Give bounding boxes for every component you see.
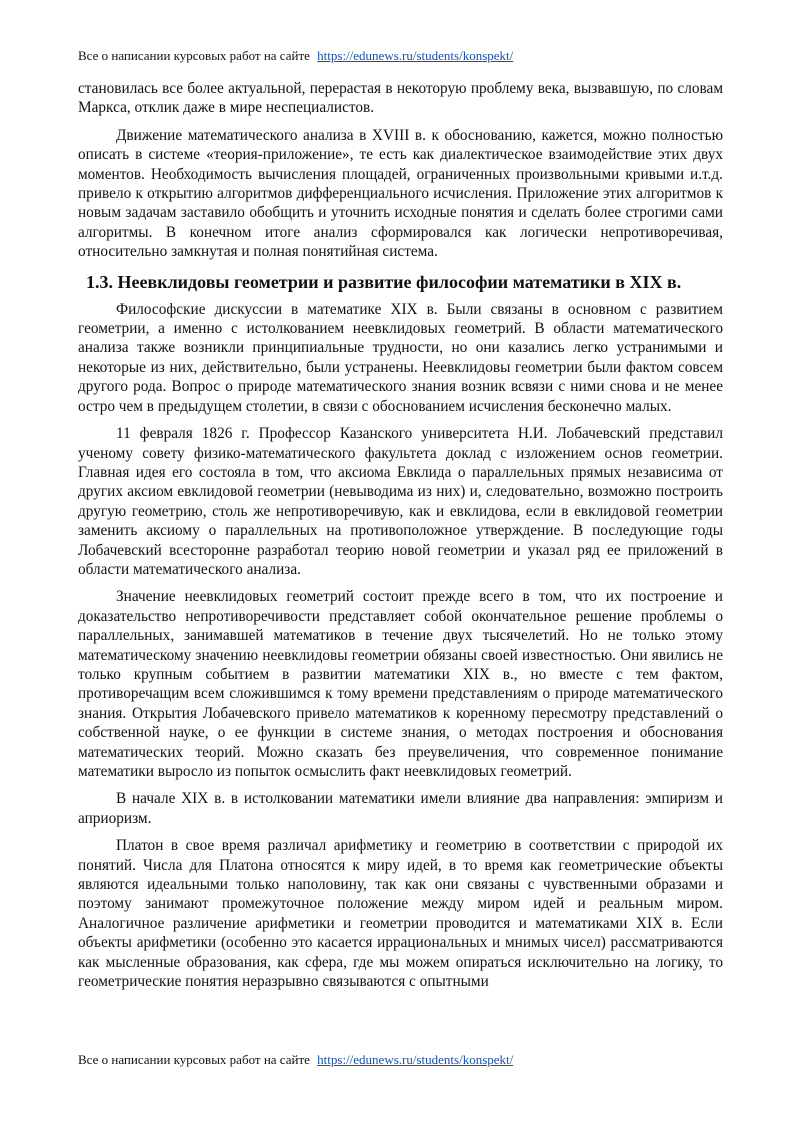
paragraph: 11 февраля 1826 г. Профессор Казанского университета Н.И. Лобачевский представил ученому совету физико-математического факультета доклад с изложением основ геометрии. Главная идея его состояла в том, что аксиома Евклида о параллельных прямых независима от других аксиом евклидовой геометрии (невыводима из них) и, следовательно, возможно построить другую геометрию, столь же непротиворечивую, как и евклидова, если в евклидовой геометрии заменить аксиому о параллельных на противоположное утверждение. В последующие годы Лобачевский всесторонне разработал теорию новой геометрии и указал ряд ее приложений в области математического анализа.: [78, 425, 723, 578]
footer-link[interactable]: https://edunews.ru/students/konspekt/: [317, 1052, 514, 1067]
section-heading: 1.3. Неевклидовы геометрии и развитие философии математики в XIX в.: [86, 271, 682, 292]
page-footer: [78, 1052, 728, 1068]
header-text: Все о написании курсовых работ на сайте: [78, 48, 310, 63]
paragraph: Значение неевклидовых геометрий состоит прежде всего в том, что их построение и доказательство непротиворечивости представляет собой окончательное решение проблемы о параллельных, занимавшей математиков в течение двух тысячелетий. Но не только этому математическому значению неевклидовы геометрии обязаны своей известностью. Они явились не только крупным событием в развитии математики XIX в., но вместе с тем фактом, противоречащим всем сложившимся к тому времени представлениям о природе математического знания. Открытия Лобачевского привело математиков к коренному пересмотру представлений о собственной науке, о ее функции в системе знания, о методах построения и обоснования математических теорий. Можно сказать без преувеличения, что современное понимание математики выросло из попыток осмыслить факт неевклидовых геометрий.: [78, 588, 723, 780]
paragraph: Философские дискуссии в математике XIX в. Были связаны в основном с развитием геометрии, а именно с истолкованием неевклидовых геометрий. В области математического анализа также возникли принципиальные трудности, но они казались легко устранимыми и некоторые из них, действительно, были устранены. Неевклидовы геометрии были фактом совсем другого рода. Вопрос о природе математического знания возник всвязи с ними снова и не менее остро чем в предыдущем столетии, в связи с обоснованием исчисления бесконечно малых.: [78, 300, 723, 415]
document-body: [78, 79, 723, 999]
footer-text: Все о написании курсовых работ на сайте: [78, 1052, 310, 1067]
page-header: [78, 48, 728, 64]
paragraph: Платон в свое время различал арифметику и геометрию в соответствии с природой их понятий. Числа для Платона относятся к миру идей, в то время как геометрические объекты являются идеальными только наполовину, так как они связаны с чувственными образами и поэтому занимают промежуточное положение между миром идей и реальным миром. Аналогичное различение арифметики и геометрии проводится и математиками XIX в. Если объекты арифметики (особенно это касается иррациональных и мнимых чисел) рассматриваются как мысленные образования, как сфера, где мы можем опираться исключительно на логику, то геометрические понятия неразрывно связываются с опытными: [78, 837, 723, 991]
paragraph: Движение математического анализа в XVIII в. к обоснованию, кажется, можно полностью описать в системе «теория-приложение», те есть как диалектическое взаимодействие этих двух моментов. Необходимость вычисления площадей, ограниченных произвольными кривыми и.т.д. привело к открытию алгоритмов дифференциального исчисления. Приложение этих алгоритмов к новым задачам заставило обобщить и уточнить исходные понятия и сделать более строгими сами алгоритмы. В конечном итоге анализ сформировался как логически непротиворечивая, относительно замкнутая и полная понятийная система.: [78, 126, 723, 261]
paragraph-continuation: становилась все более актуальной, перерастая в некоторую проблему века, вызвавшую, по словам Маркса, отклик даже в мире неспециалистов.: [78, 80, 723, 117]
paragraph: В начале XIX в. в истолковании математики имели влияние два направления: эмпиризм и априоризм.: [78, 790, 723, 827]
header-link[interactable]: https://edunews.ru/students/konspekt/: [317, 48, 514, 63]
